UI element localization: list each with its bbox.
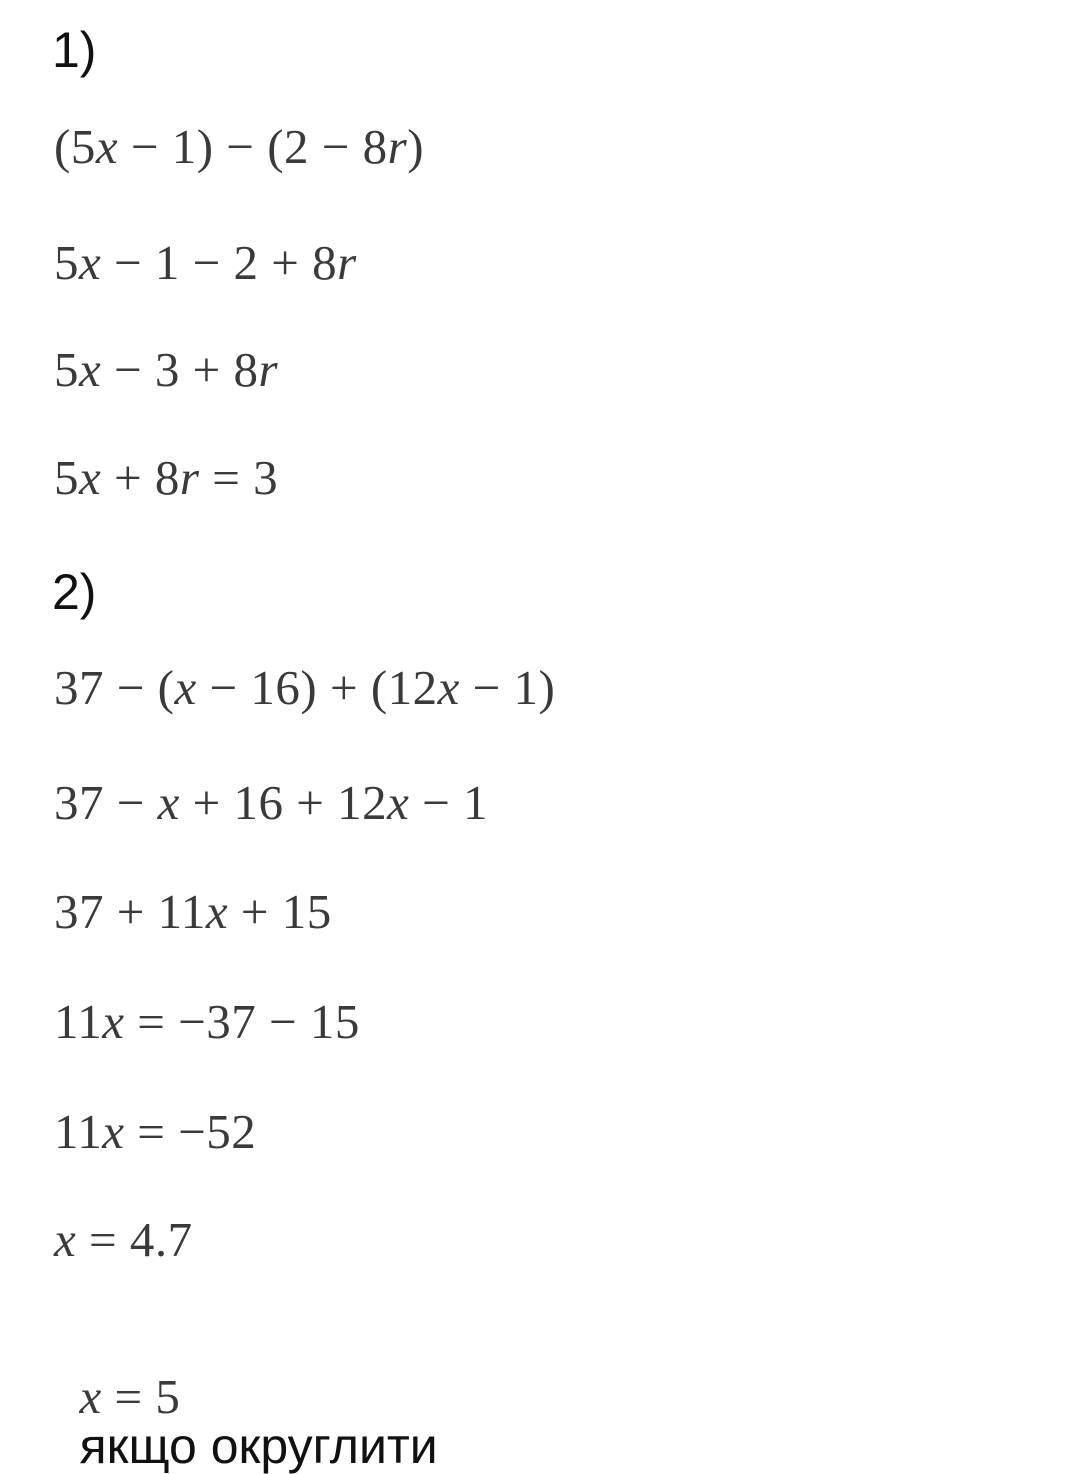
final-answer-line [54,1323,438,1474]
equation-line: 37 − x + 16 + 12x − 1 [54,775,489,830]
section-2-heading: 2) [52,564,97,620]
equation-line: 5x + 8r = 3 [54,450,279,505]
equation-line: 5x − 3 + 8r [54,342,279,397]
equation-line: 5x − 1 − 2 + 8r [54,235,357,290]
equation-line: 11x = −37 − 15 [54,994,360,1049]
rounding-note: якщо округлити [79,1418,438,1474]
equation-line: 37 − (x − 16) + (12x − 1) [54,660,556,715]
equation-line: x = 4.7 [54,1212,193,1267]
equation-line: 11x = −52 [54,1104,257,1159]
final-answer-math: x = 5 [79,1369,181,1424]
equation-line: (5x − 1) − (2 − 8r) [54,119,425,174]
equation-line: 37 + 11x + 15 [54,884,332,939]
section-1-heading: 1) [52,22,97,78]
